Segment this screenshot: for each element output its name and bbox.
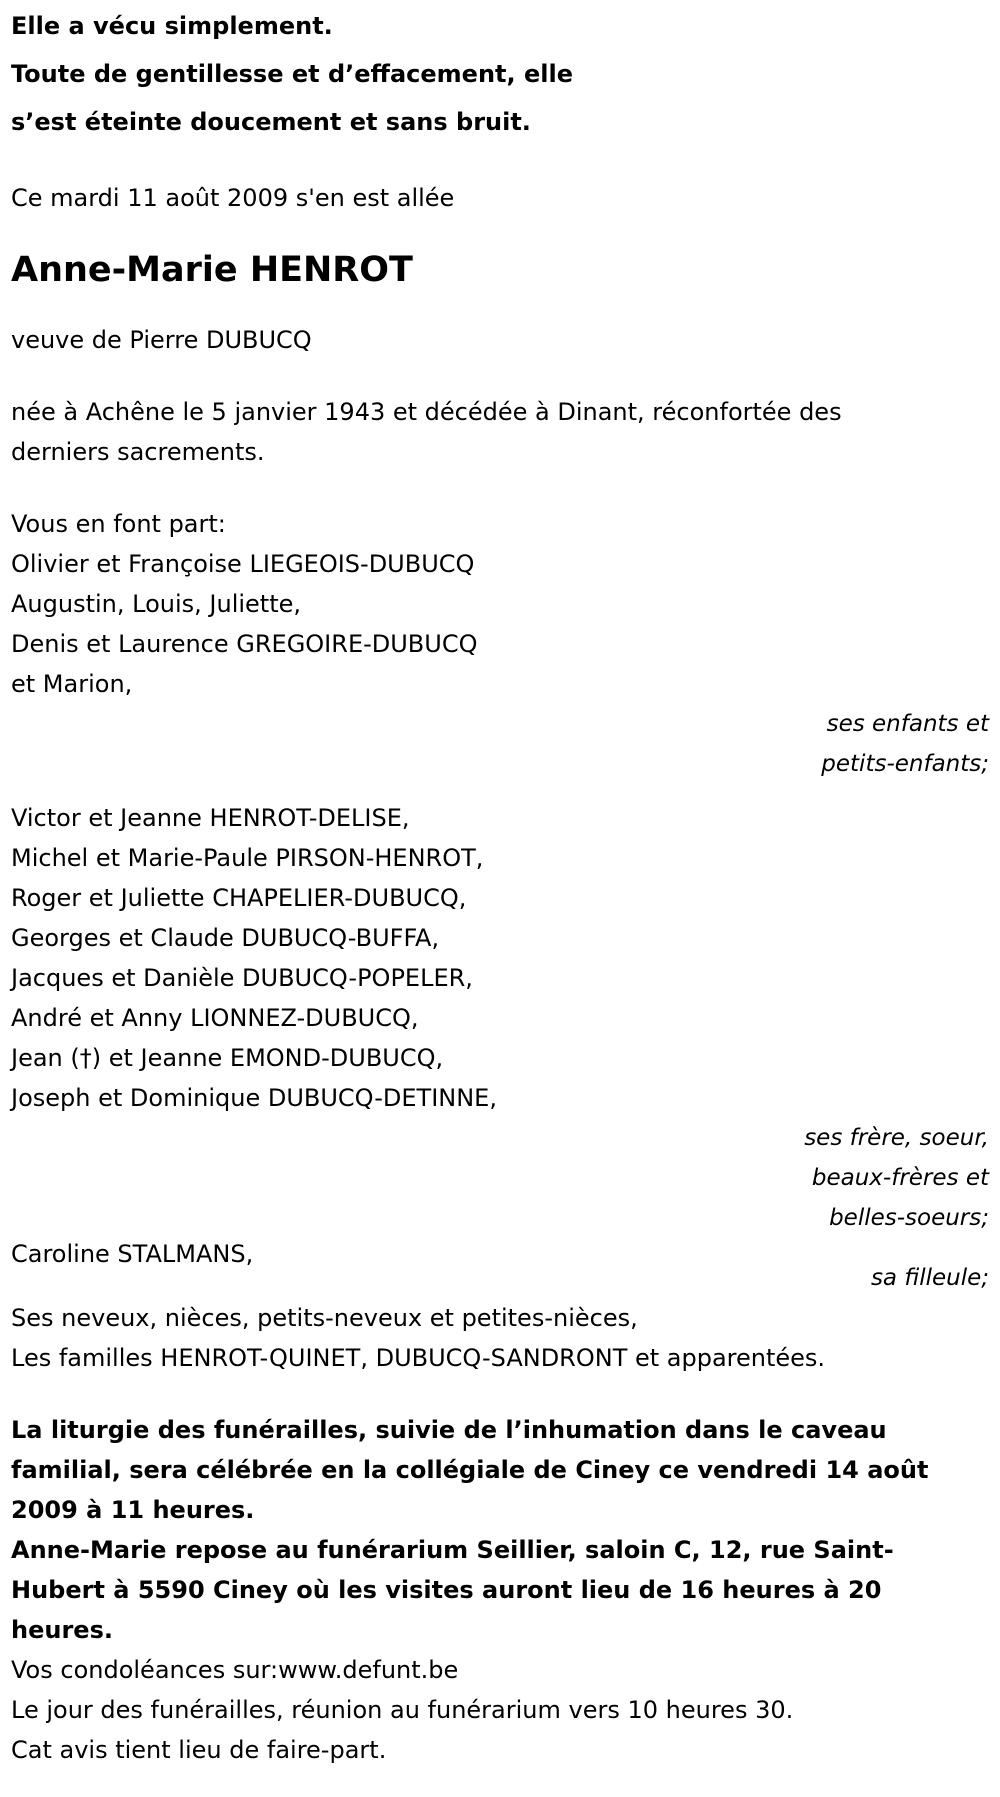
- siblings-list: [11, 798, 996, 1118]
- epitaph: [11, 2, 996, 146]
- epitaph-line: Toute de gentillesse et d’effacement, elle: [11, 60, 573, 88]
- family-line: Les familles HENROT-QUINET, DUBUCQ-SANDRONT et apparentées.: [11, 1344, 826, 1372]
- funeral-line: Hubert à 5590 Ciney où les visites auront lieu de 16 heures à 20: [11, 1576, 882, 1604]
- epitaph-line: s’est éteinte doucement et sans bruit.: [11, 108, 531, 136]
- funeral-line: familial, sera célébrée en la collégiale de Ciney ce vendredi 14 août: [11, 1456, 929, 1484]
- family-line: Victor et Jeanne HENROT-DELISE,: [11, 804, 410, 832]
- birth-death-line: née à Achêne le 5 janvier 1943 et décédée à Dinant, réconfortée des: [11, 398, 842, 426]
- relation-label: petits-enfants;: [821, 751, 989, 777]
- closing-line: Cat avis tient lieu de faire-part.: [11, 1736, 387, 1764]
- family-line: Ses neveux, nièces, petits-neveux et petites-nièces,: [11, 1304, 638, 1332]
- birth-death-line: derniers sacrements.: [11, 438, 265, 466]
- family-line: Roger et Juliette CHAPELIER-DUBUCQ,: [11, 884, 467, 912]
- relation-label: ses enfants et: [826, 711, 989, 737]
- children-list: [11, 544, 996, 704]
- family-line: Michel et Marie-Paule PIRSON-HENROT,: [11, 844, 484, 872]
- goddaughter: Caroline STALMANS,: [11, 1240, 254, 1268]
- closing-line: Vos condoléances sur:www.defunt.be: [11, 1656, 459, 1684]
- family-line: André et Anny LIONNEZ-DUBUCQ,: [11, 1004, 419, 1032]
- deceased-name: Anne-Marie HENROT: [11, 250, 413, 290]
- intro-text: Ce mardi 11 août 2009 s'en est allée: [11, 184, 455, 212]
- relation-label: ses frère, soeur,: [804, 1125, 989, 1151]
- other-relatives: [11, 1298, 996, 1378]
- funeral-info: [11, 1410, 996, 1650]
- family-line: et Marion,: [11, 670, 133, 698]
- obituary-notice: [11, 0, 996, 1770]
- relation-label: beaux-frères et: [811, 1165, 989, 1191]
- birth-death: [11, 392, 996, 472]
- funeral-line: heures.: [11, 1616, 113, 1644]
- family-line: Denis et Laurence GREGOIRE-DUBUCQ: [11, 630, 478, 658]
- family-line: Augustin, Louis, Juliette,: [11, 590, 302, 618]
- siblings-relation: [11, 1118, 996, 1238]
- family-line: Olivier et Françoise LIEGEOIS-DUBUCQ: [11, 550, 475, 578]
- announce-intro: Vous en font part:: [11, 510, 226, 538]
- family-line: Jacques et Danièle DUBUCQ-POPELER,: [11, 964, 473, 992]
- widow-of: veuve de Pierre DUBUCQ: [11, 326, 312, 354]
- closing-line: Le jour des funérailles, réunion au funérarium vers 10 heures 30.: [11, 1696, 794, 1724]
- funeral-line: 2009 à 11 heures.: [11, 1496, 255, 1524]
- funeral-line: Anne-Marie repose au funérarium Seillier, saloin C, 12, rue Saint-: [11, 1536, 894, 1564]
- family-line: Joseph et Dominique DUBUCQ-DETINNE,: [11, 1084, 497, 1112]
- closing: [11, 1650, 996, 1770]
- goddaughter-relation: sa filleule;: [870, 1265, 989, 1291]
- family-line: Jean (†) et Jeanne EMOND-DUBUCQ,: [11, 1044, 444, 1072]
- children-relation: [11, 704, 996, 784]
- family-line: Georges et Claude DUBUCQ-BUFFA,: [11, 924, 440, 952]
- funeral-line: La liturgie des funérailles, suivie de l’inhumation dans le caveau: [11, 1416, 887, 1444]
- epitaph-line: Elle a vécu simplement.: [11, 12, 333, 40]
- relation-label: belles-soeurs;: [829, 1205, 989, 1231]
